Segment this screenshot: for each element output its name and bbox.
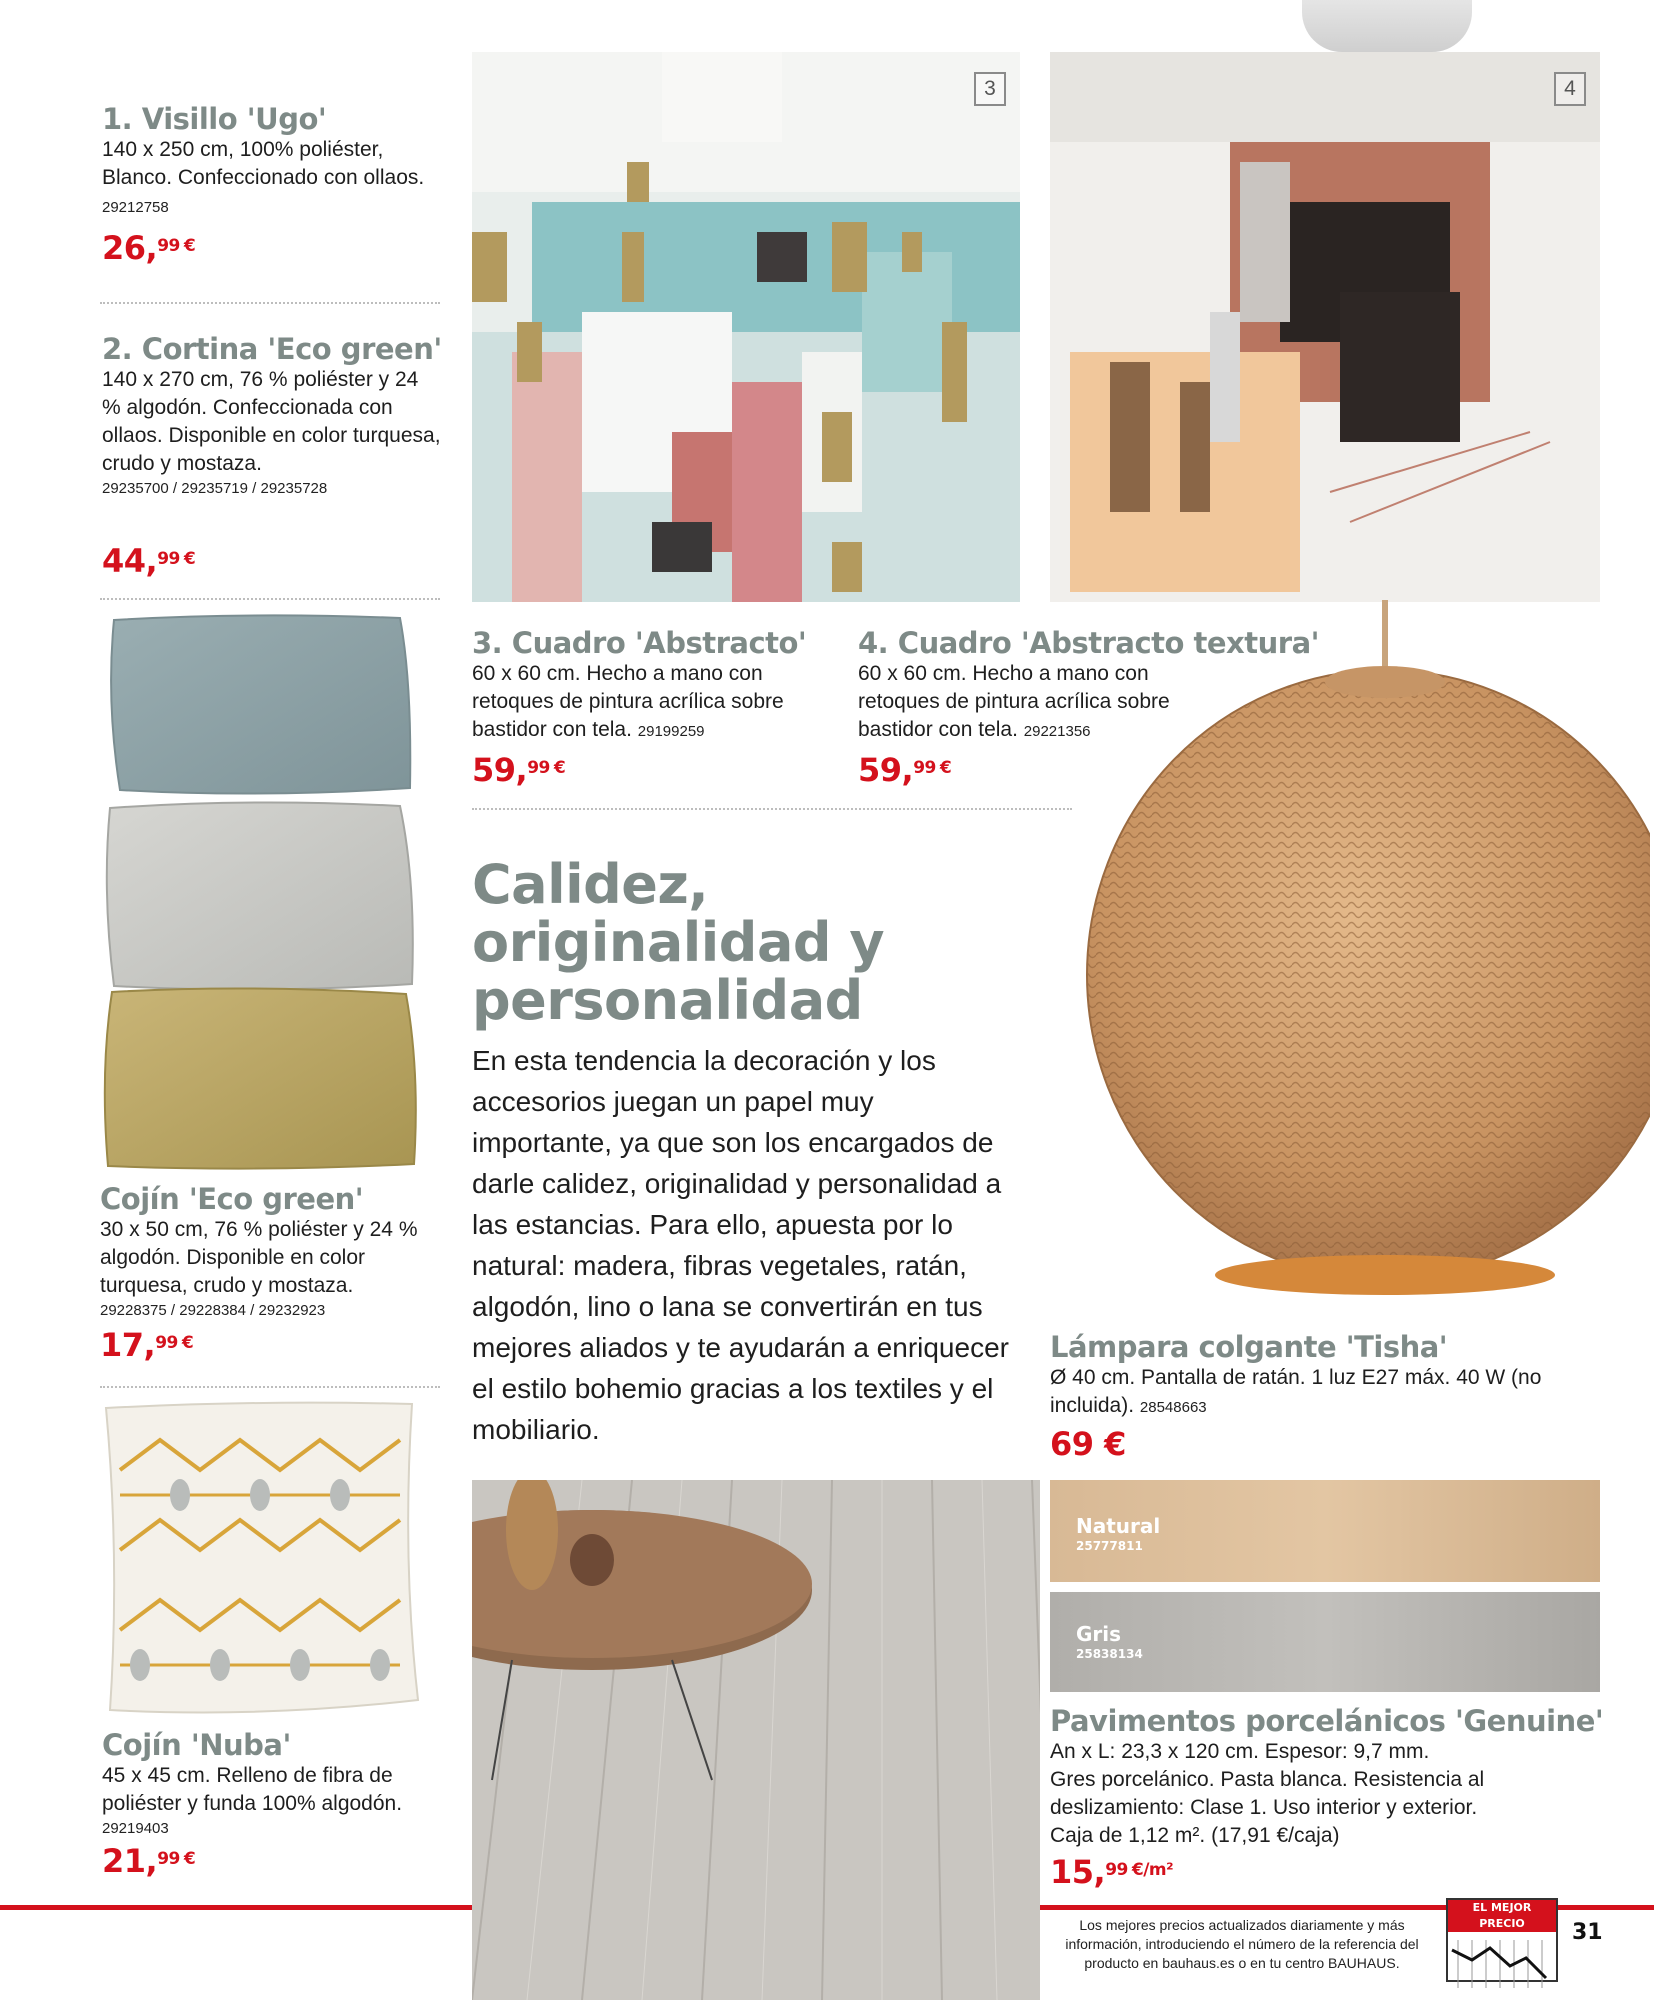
- product-price: 21,99 €: [102, 1842, 196, 1880]
- product-ref: 29199259: [637, 723, 705, 740]
- product-price: 44,99 €: [102, 542, 196, 580]
- product-description: 45 x 45 cm. Relleno de fibra de poliéster y funda 100% algodón.: [102, 1764, 403, 1815]
- product-visillo-ugo: [102, 102, 442, 268]
- product-number-badge: 4: [1554, 72, 1586, 106]
- product-title: Pavimentos porcelánicos 'Genuine': [1050, 1704, 1604, 1738]
- product-price: 17,99 €: [100, 1326, 194, 1364]
- product-cuadro-abstracto: [472, 626, 832, 790]
- footer-red-rule: [0, 1905, 472, 1910]
- product-ref: 29212758: [102, 199, 169, 216]
- divider: [100, 1386, 440, 1388]
- painting-abstracto-textura-image: [1050, 52, 1600, 602]
- product-price: 59,99 €: [858, 751, 952, 789]
- product-title: Lámpara colgante 'Tisha': [1050, 1330, 1448, 1364]
- product-title: Cojín 'Nuba': [102, 1728, 291, 1762]
- swatch-ref: 25777811: [1076, 1539, 1143, 1553]
- product-number-badge: 3: [974, 72, 1006, 106]
- product-ref: 29219403: [102, 1820, 169, 1837]
- feature-body: En esta tendencia la decoración y los accesorios juegan un papel muy importante, ya que son los encargados de darle calidez, originalidad y personalidad a las estancias. Para ello, apuesta por lo natural: madera, fibras vegetales, ratán, algodón, lino o lana se convertirán en tus mejores aliados y te ayudarán a enriquecer el estilo bohemio gracias a los textiles y el mobiliario.: [472, 1045, 1009, 1445]
- painting-abstracto-image: [472, 52, 1020, 602]
- footer-note: Los mejores precios actualizados diariamente y más información, introduciendo el número de la referencia del producto en bauhaus.es o en tu centro BAUHAUS.: [1065, 1917, 1419, 1971]
- product-description: Ø 40 cm. Pantalla de ratán. 1 luz E27 máx. 40 W (no incluida).: [1050, 1366, 1542, 1417]
- floor-scene-image: [472, 1480, 1040, 2000]
- lamp-ceiling-fixture: [1302, 0, 1472, 52]
- product-price: 15,99 $^{€/m^2}$: [1050, 1853, 1174, 1891]
- product-description: 140 x 270 cm, 76 % poliéster y 24 % algodón. Confeccionada con ollaos. Disponible en color turquesa, crudo y mostaza.: [102, 368, 441, 475]
- page-number: 31: [1572, 1920, 1603, 1945]
- swatch-label: Gris: [1076, 1622, 1122, 1646]
- footer-red-rule: [1040, 1905, 1654, 1910]
- product-cojin-eco-green: [100, 1182, 440, 1365]
- divider: [100, 598, 440, 600]
- product-title: 1. Visillo 'Ugo': [102, 102, 327, 136]
- product-cortina-eco-green: [102, 332, 442, 581]
- product-description: Gres porcelánico. Pasta blanca. Resistencia al deslizamiento: Clase 1. Uso interior y exterior.: [1050, 1768, 1485, 1819]
- product-price: 26,99 €: [102, 229, 196, 267]
- product-description: Caja de 1,12 m². (17,91 €/caja): [1050, 1824, 1340, 1847]
- product-description: 60 x 60 cm. Hecho a mano con retoques de pintura acrílica sobre bastidor con tela.: [472, 662, 784, 741]
- divider: [472, 808, 1072, 810]
- swatch-label: Natural: [1076, 1514, 1161, 1538]
- feature-headline: Calidez, originalidad y personalidad: [472, 853, 885, 1032]
- product-lampara-tisha: [1050, 1330, 1610, 1464]
- feature-section: [472, 853, 1032, 1450]
- product-title: 4. Cuadro 'Abstracto textura': [858, 626, 1320, 660]
- product-title: 3. Cuadro 'Abstracto': [472, 626, 807, 660]
- product-title: Cojín 'Eco green': [100, 1182, 364, 1216]
- best-price-badge: [1446, 1898, 1558, 1982]
- product-cojin-nuba: [102, 1728, 442, 1881]
- rattan-lamp-image: [1040, 600, 1650, 1310]
- product-ref: 28548663: [1139, 1399, 1207, 1416]
- product-price: 59,99 €: [472, 751, 566, 789]
- product-description: 30 x 50 cm, 76 % poliéster y 24 % algodón. Disponible en color turquesa, crudo y mostaza.: [100, 1218, 418, 1297]
- cushion-nuba-image: [100, 1400, 422, 1720]
- product-ref: 29235700 / 29235719 / 29235728: [102, 480, 328, 497]
- floor-swatch-natural: [1050, 1480, 1600, 1582]
- product-description: 60 x 60 cm. Hecho a mano con retoques de pintura acrílica sobre bastidor con tela.: [858, 662, 1170, 741]
- product-price: 69 €: [1050, 1425, 1126, 1463]
- product-title: 2. Cortina 'Eco green': [102, 332, 442, 366]
- divider: [100, 302, 440, 304]
- floor-swatch-gris: [1050, 1592, 1600, 1692]
- best-price-label: EL MEJOR PRECIO: [1448, 1900, 1556, 1932]
- product-ref: 29228375 / 29228384 / 29232923: [100, 1302, 326, 1319]
- cushions-image: [100, 612, 420, 1172]
- swatch-ref: 25838134: [1076, 1647, 1143, 1661]
- product-ref: 29221356: [1023, 723, 1091, 740]
- product-description: An x L: 23,3 x 120 cm. Espesor: 9,7 mm.: [1050, 1740, 1430, 1763]
- price-trend-icon: [1448, 1932, 1552, 1992]
- product-description: 140 x 250 cm, 100% poliéster, Blanco. Confeccionado con ollaos.: [102, 138, 425, 189]
- product-pavimentos-genuine: [1050, 1704, 1610, 1892]
